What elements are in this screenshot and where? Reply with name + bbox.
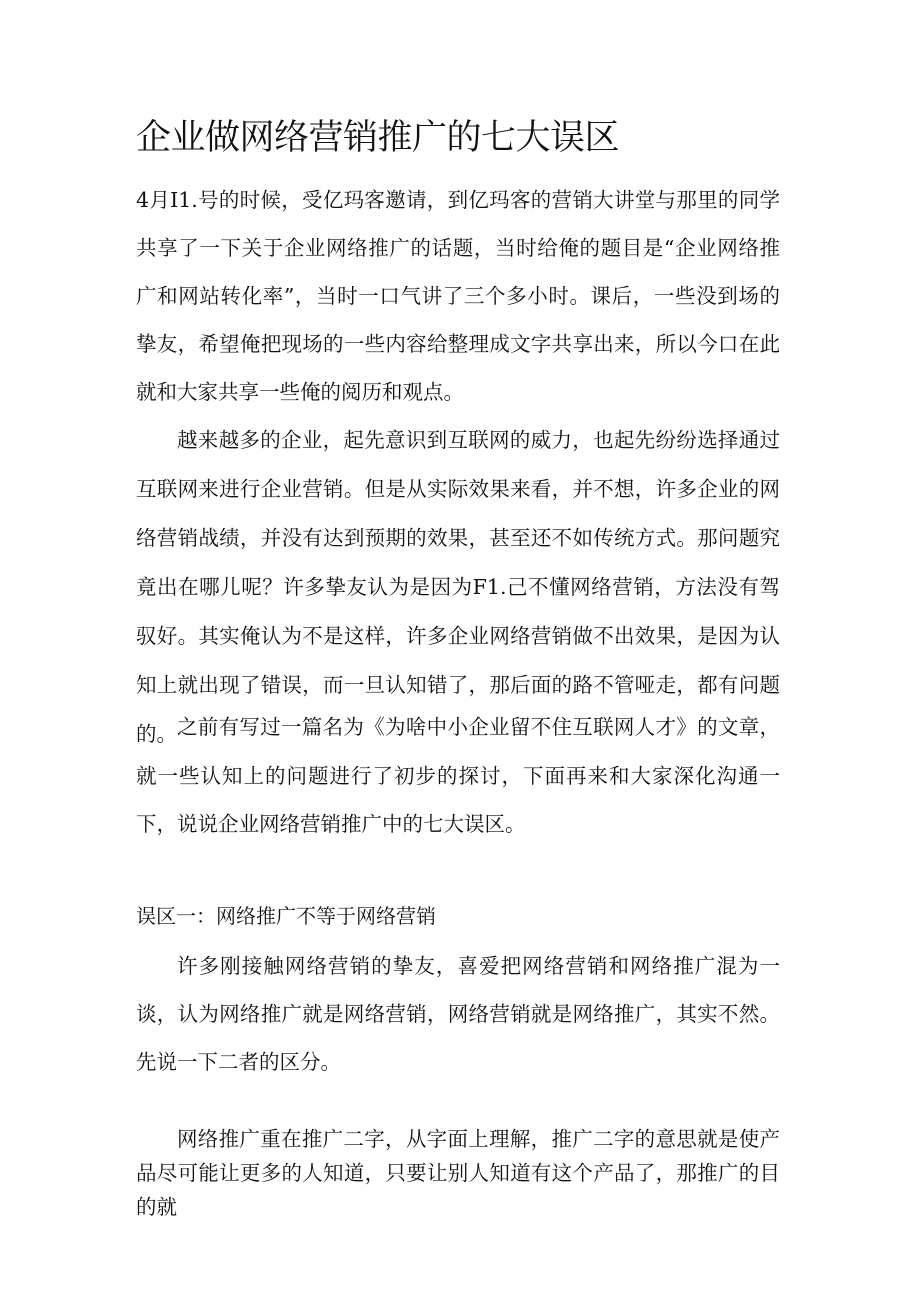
- section-paragraph-promotion-definition: 网络推广重在推广二字，从字面上理解，推广二字的意思就是使产品尽可能让更多的人知道，只要让别人知道有这个产品了，那推广的目的就: [136, 1127, 780, 1219]
- intro-paragraph: 4月I1.号的时候，受亿玛客邀请，到亿玛客的营销大讲堂与那里的同学共享了一下关于企业网络推广的话题，当时给俺的题目是“企业网络推广和网站转化率”，当时一口气讲了三个多小时。课后，一些没到场的挚友，希望俺把现场的一些内容给整理成文字共享出来，所以今口在此就和大家共享一些俺的阅历和观点。: [136, 188, 780, 404]
- section-heading-misconception-one: 误区一：网络推广不等于网络营销: [136, 904, 436, 928]
- body-paragraph-misconception: 越来越多的企业，起先意识到互联网的威力，也起先纷纷选择通过互联网来进行企业营销。但是从实际效果来看，并不想，许多企业的网络营销战绩，并没有达到预期的效果，甚至还不如传统方式。那问题究竟出在哪儿呢？许多挚友认为是因为F1.己不懂网络营销，方法没有驾驭好。其实俺认为不是这样，许多企业网络营销做不出效果，是因为认知上就出现了错误，而一旦认知错了，那后面的路不管哑走，都有问题的。: [136, 428, 780, 746]
- document-title: 企业做网络营销推广的七大误区: [136, 118, 620, 158]
- section-paragraph-confusion: 许多刚接触网络营销的挚友，喜爱把网络营销和网络推广混为一谈，认为网络推广就是网络营销，网络营销就是网络推广，其实不然。先说一下二者的区分。: [136, 954, 780, 1074]
- body-paragraph-previous-article: 之前有写过一篇名为《为啥中小企业留不住互联网人才》的文章，就一些认知上的问题进行了初步的探讨，下面再来和大家深化沟通一下，说说企业网络营销推广中的七大误区。: [136, 715, 780, 836]
